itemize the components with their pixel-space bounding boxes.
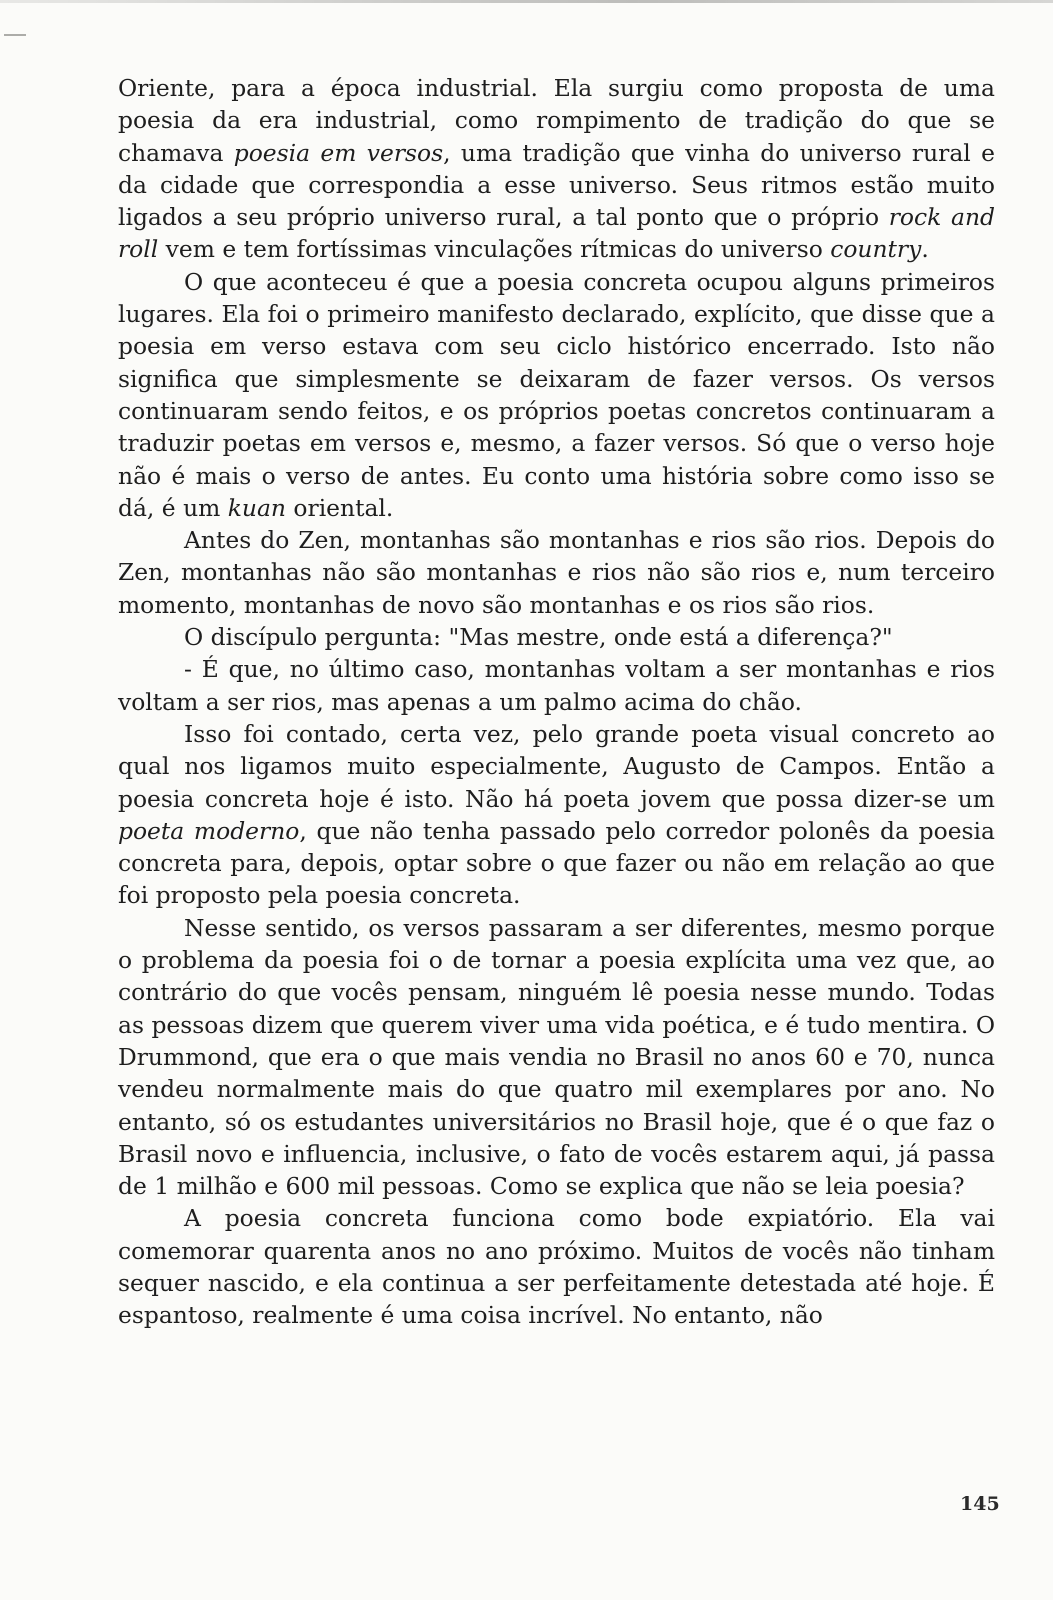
text-run: A poesia concreta funciona como bode expiatório. Ela vai comemorar quarenta anos no ano próximo. Muitos de vocês não tinham sequer nascido, e ela continua a ser perfeitamente detestada até hoje. É espantoso, realmente é uma coisa incrível. No entanto, não: [118, 1204, 995, 1330]
text-run: Oriente, para a época industrial. Ela surgiu como proposta de uma poesia da era industrial, como rompimento de tradição do que se chamava: [118, 74, 995, 167]
paragraph: [118, 524, 995, 621]
scan-mark: [4, 34, 26, 36]
italic-text: poesia em versos: [233, 138, 444, 167]
paragraph: [118, 718, 995, 912]
text-run: , uma tradição que vinha do universo rural e da cidade que correspondia a esse universo. Seus ritmos estão muito ligados a seu próprio universo rural, a tal ponto que o próprio: [118, 138, 995, 232]
paragraph: [118, 266, 995, 524]
page-number: 145: [960, 1493, 1000, 1515]
text-run: oriental.: [286, 493, 394, 522]
top-edge-rule: [0, 0, 1053, 3]
text-run: O discípulo pergunta: "Mas mestre, onde está a diferença?": [184, 623, 893, 652]
paragraph: [118, 72, 995, 266]
text-run: Nesse sentido, os versos passaram a ser diferentes, mesmo porque o problema da poesia foi o de tornar a poesia explícita uma vez que, ao contrário do que vocês pensam, ninguém lê poesia nesse mundo. Todas as pessoas dizem que querem viver uma vida poética, e é tudo mentira. O Drummond, que era o que mais vendia no Brasil no anos 60 e 70, nunca vendeu normalmente mais do que quatro mil exemplares por ano. No entanto, só os estudantes universitários no Brasil hoje, que é o que faz o Brasil novo e influencia, inclusive, o fato de vocês estarem aqui, já passa de 1 milhão e 600 mil pessoas. Como se explica que não se leia poesia?: [118, 913, 995, 1201]
paragraph: [118, 621, 995, 653]
paragraph: [118, 912, 995, 1203]
italic-text: poeta moderno: [118, 816, 300, 845]
text-run: .: [921, 235, 929, 264]
page-body: [118, 72, 995, 1332]
text-run: O que aconteceu é que a poesia concreta ocupou alguns primeiros lugares. Ela foi o primeiro manifesto declarado, explícito, que disse que a poesia em verso estava com seu ciclo histórico encerrado. Isto não significa que simplesmente se deixaram de fazer versos. Os versos continuaram sendo feitos, e os próprios poetas concretos continuaram a traduzir poetas em versos e, mesmo, a fazer versos. Só que o verso hoje não é mais o verso de antes. Eu conto uma história sobre como isso se dá, é um: [118, 267, 995, 522]
italic-text: country: [830, 235, 922, 264]
text-run: vem e tem fortíssimas vinculações rítmicas do universo: [158, 235, 831, 264]
text-run: Isso foi contado, certa vez, pelo grande poeta visual concreto ao qual nos ligamos muito especialmente, Augusto de Campos. Então a poesia concreta hoje é isto. Não há poeta jovem que possa dizer-se um: [118, 719, 995, 813]
text-run: Antes do Zen, montanhas são montanhas e rios são rios. Depois do Zen, montanhas não são montanhas e rios não são rios e, num terceiro momento, montanhas de novo são montanhas e os rios são rios.: [118, 526, 995, 619]
text-run: , que não tenha passado pelo corredor polonês da poesia concreta para, depois, optar sobre o que fazer ou não em relação ao que foi proposto pela poesia concreta.: [118, 816, 995, 910]
paragraph: [118, 653, 995, 718]
italic-text: kuan: [227, 493, 286, 522]
paragraph: [118, 1202, 995, 1331]
italic-text: rock and roll: [118, 203, 995, 264]
text-run: - É que, no último caso, montanhas voltam a ser montanhas e rios voltam a ser rios, mas apenas a um palmo acima do chão.: [118, 655, 995, 716]
